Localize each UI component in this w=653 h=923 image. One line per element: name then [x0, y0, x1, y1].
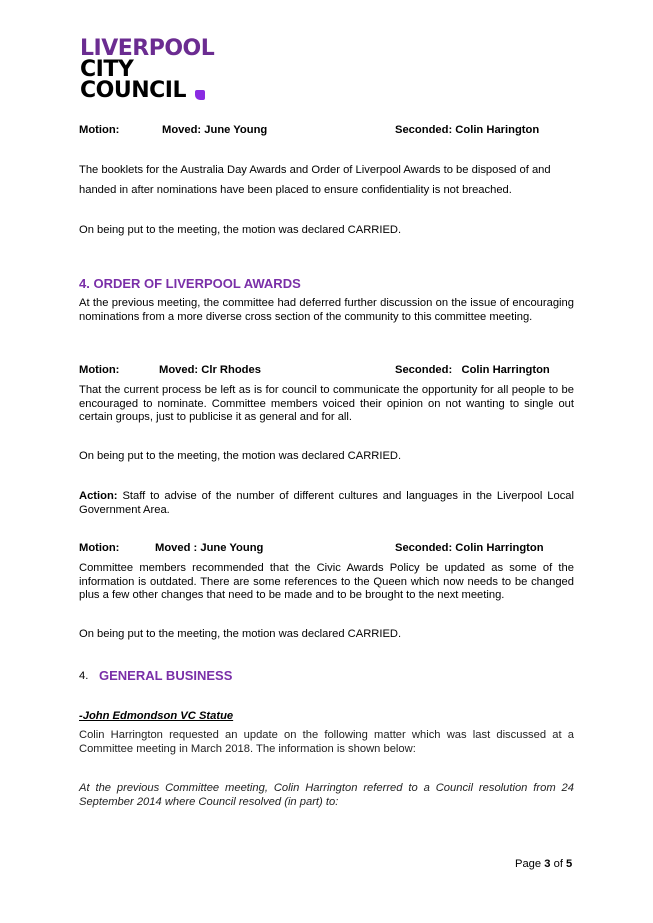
motion-label: Motion:: [79, 542, 120, 554]
carried-statement: On being put to the meeting, the motion was declared CARRIED.: [79, 628, 402, 640]
paragraph-booklets: The booklets for the Australia Day Awards and Order of Liverpool Awards to be disposed of and: [79, 164, 551, 176]
motion-seconded: Seconded: Colin Harrington: [395, 364, 550, 376]
motion-label: Motion:: [79, 124, 120, 136]
subheading-john-edmondson-statue: -John Edmondson VC Statue: [79, 710, 234, 722]
paragraph-booklets-cont: handed in after nominations have been placed to ensure confidentiality is not breached.: [79, 184, 512, 196]
paragraph-previous-meeting: At the previous meeting, the committee had deferred further discussion on the issue of encouraging nominations from a more diverse cross section of the community to this committee meeting.: [79, 297, 574, 323]
action-label: Action:: [79, 490, 118, 502]
action-item: [79, 490, 574, 517]
page-prefix: Page: [515, 858, 545, 870]
motion-moved: Moved: Clr Rhodes: [159, 364, 261, 376]
section-number: 4.: [79, 670, 89, 682]
current-page: 3: [544, 858, 551, 870]
total-pages: 5: [566, 858, 573, 870]
motion-moved: Moved: June Young: [162, 124, 268, 136]
motion-seconded: Seconded: Colin Harington: [395, 124, 540, 136]
paragraph-current-process: That the current process be left as is for council to communicate the opportunity for all people to be encouraged to nominate. Committee members voiced their opinion on not wanting to single out certain groups, just to publicise it as general and for all.: [79, 384, 574, 423]
logo-line-city: CITY: [80, 57, 134, 82]
section-heading-general-business: GENERAL BUSINESS: [99, 668, 233, 683]
motion-label: Motion:: [79, 364, 120, 376]
liverpool-city-council-logo: [80, 38, 220, 104]
page-number: [515, 858, 572, 872]
paragraph-council-resolution: At the previous Committee meeting, Colin Harrington referred to a Council resolution from 24 September 2014 where Council resolved (in part) to:: [79, 782, 574, 808]
paragraph-civic-awards-policy: Committee members recommended that the Civic Awards Policy be updated as some of the information is outdated. There are some references to the Queen which now needs to be changed plus a few other changes that need to be made and to be brought to the next meeting.: [79, 562, 574, 601]
heart-icon: [195, 90, 205, 100]
motion-moved: Moved : June Young: [155, 542, 264, 554]
action-text: Staff to advise of the number of different cultures and languages in the Liverpool Local Government Area.: [79, 490, 574, 516]
logo-line-liverpool: LIVERPOOL: [80, 36, 215, 61]
logo-line-council: COUNCIL: [80, 78, 186, 103]
page-of: of: [550, 858, 567, 870]
motion-seconded: Seconded: Colin Harrington: [395, 542, 544, 554]
carried-statement: On being put to the meeting, the motion was declared CARRIED.: [79, 450, 402, 462]
carried-statement: On being put to the meeting, the motion was declared CARRIED.: [79, 224, 402, 236]
paragraph-update-request: Colin Harrington requested an update on the following matter which was last discussed at a Committee meeting in March 2018. The information is shown below:: [79, 729, 574, 755]
section-heading-order-of-liverpool-awards: 4. ORDER OF LIVERPOOL AWARDS: [79, 276, 301, 291]
